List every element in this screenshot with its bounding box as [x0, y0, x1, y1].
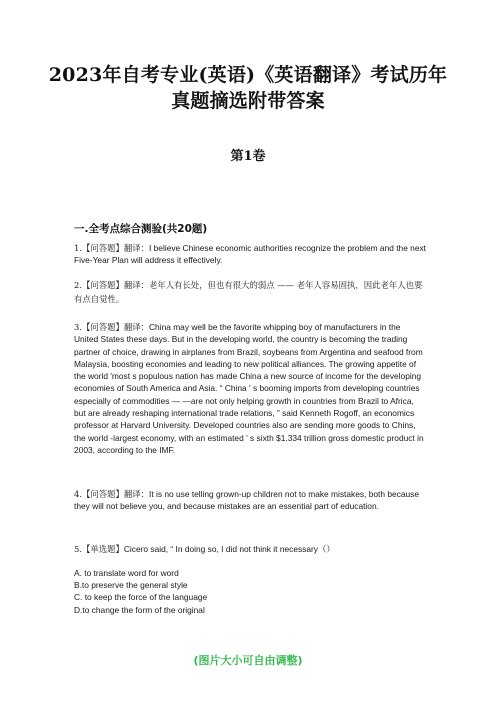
question-number: 5. — [74, 544, 82, 554]
question-type-tag: 【问答题】 — [82, 280, 124, 290]
question-type-tag: 【问答题】 — [82, 322, 124, 332]
question-number: 4. — [74, 489, 82, 499]
image-resize-note: (图片大小可自由调整) — [193, 654, 303, 667]
option-d: D.to change the form of the original — [74, 604, 205, 615]
question-number: 3. — [74, 322, 82, 332]
question-2 — [74, 278, 426, 306]
option-b: B.to preserve the general style — [74, 580, 188, 591]
question-1 — [74, 242, 426, 267]
question-type-tag: 【问答题】 — [82, 489, 124, 499]
question-text: Cicero said, “ In doing so, I did not think it necessary（） — [123, 544, 335, 554]
section-heading: 一.全考点综合测验(共20题) — [74, 223, 208, 235]
question-text: 翻译：I believe Chinese economic authorities recognize the problem and the next Five-Year Plan will address it effectively. — [74, 243, 427, 266]
question-5 — [74, 543, 426, 555]
volume-heading: 第1卷 — [230, 149, 266, 164]
question-text: 翻译：老年人有长处，但也有很大的弱点 —— 老年人容易固执，因此老年人也要有点自觉性。 — [74, 280, 423, 304]
question-4 — [74, 488, 426, 513]
document-title: 2023年自考专业(英语)《英语翻译》考试历年真题摘选附带答案 — [48, 64, 448, 112]
question-type-tag: 【问答题】 — [82, 243, 124, 253]
question-type-tag: 【单选题】 — [82, 544, 124, 554]
question-text: 翻译：It is no use telling grown-up children not to make mistakes, both because they will not believe you, and because mistakes are an essential part of education. — [74, 489, 420, 512]
answer-options — [74, 567, 426, 616]
question-3 — [74, 321, 426, 456]
question-number: 1. — [74, 243, 82, 253]
option-c: C. to keep the force of the language — [74, 592, 208, 603]
question-text: 翻译：China may well be the favorite whipping boy of manufacturers in the United States these days. But in the developing world, the country is becoming the trading partner of choice, drawing in airplanes from Brazil, soybeans from Argentina and seafood from Malaysia, boosting economies and leading to new political alliances. The growing appetite of the world 'most s populous nation has made China a new source of income for the developing economies of South America and Asia. “ China ' s booming imports from developing countries especially of commodities — —are not only helping growth in countries from Brazil to Africa, but are already reshaping international trade relations, ” said Kenneth Rogoff, an economics professor at Harvard University. Developed countries also are sending more goods to Chins, the world -largest economy, with an estimated ' s sixth $1.334 trillion gross domestic product in 2003, according to the IMF. — [74, 322, 424, 455]
option-a: A. to translate word for word — [74, 568, 179, 578]
question-number: 2. — [74, 280, 82, 290]
